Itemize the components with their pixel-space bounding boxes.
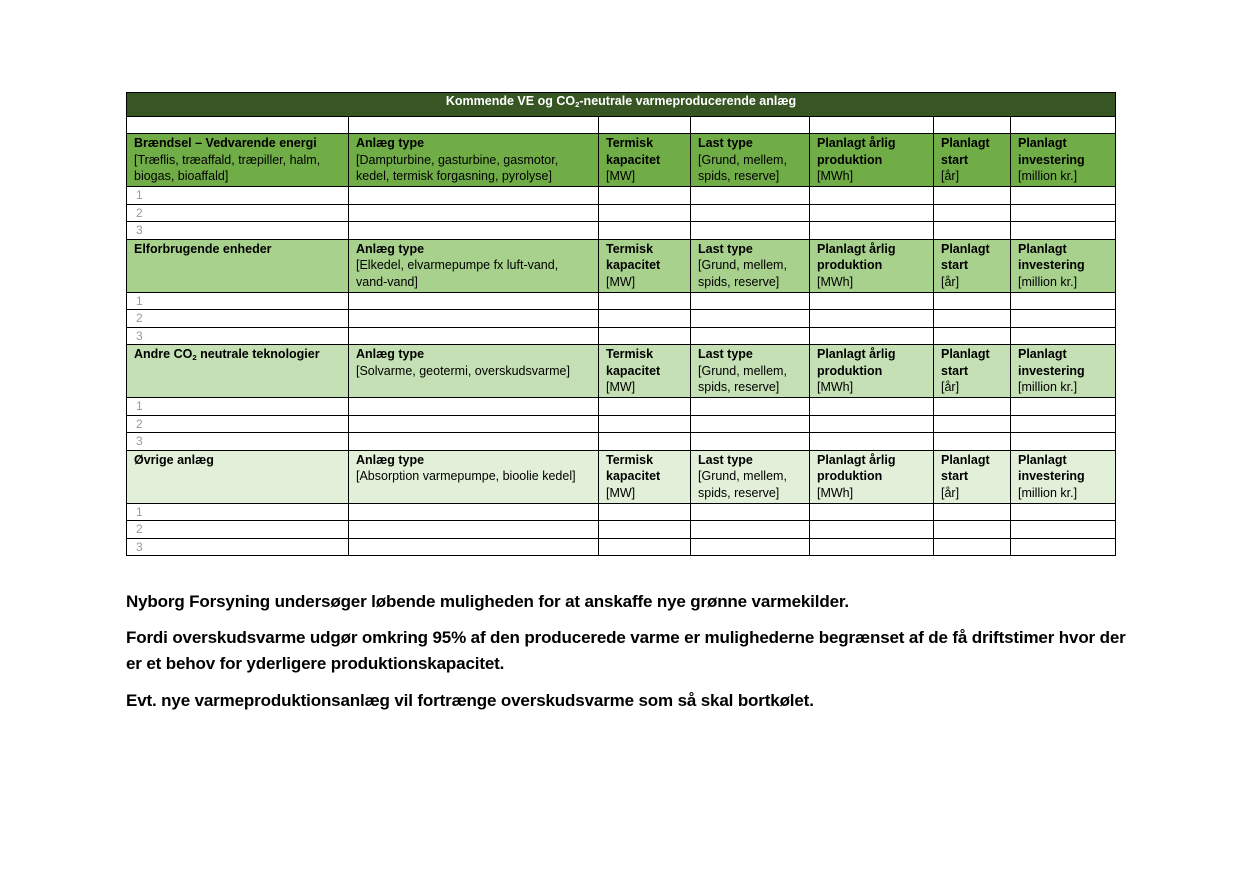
col-investment-text: investering: [1018, 152, 1085, 167]
col-start-text: start: [941, 469, 969, 483]
section-title-suffix: neutrale teknologier: [196, 347, 320, 361]
empty-cell[interactable]: [349, 538, 599, 556]
row-number: 1: [136, 399, 143, 413]
col-termisk-text: kapacitet: [606, 469, 661, 483]
row-number: 2: [136, 205, 143, 220]
section-title-text: Elforbrugende enheder: [134, 241, 272, 256]
col-start-text: [år]: [941, 485, 960, 500]
row-number-cell[interactable]: [127, 292, 349, 310]
row-number-cell[interactable]: [127, 327, 349, 345]
empty-cell[interactable]: [810, 538, 934, 556]
table-title: Kommende VE og $CO_2$-neutrale varmeproducerende anlæg: [127, 93, 1116, 117]
col-investment: [1011, 345, 1116, 398]
row-number-cell[interactable]: [127, 204, 349, 222]
empty-cell[interactable]: [691, 187, 810, 205]
col-termisk: [599, 134, 691, 187]
col-termisk: [599, 239, 691, 292]
empty-cell[interactable]: [599, 204, 691, 222]
section-title-cell: [127, 450, 349, 503]
col-last-type: [691, 345, 810, 398]
section-title: [134, 452, 341, 469]
empty-cell[interactable]: [934, 521, 1011, 539]
table-title-row: [127, 93, 1116, 117]
empty-cell[interactable]: [1011, 415, 1116, 433]
empty-cell[interactable]: [934, 503, 1011, 521]
empty-cell[interactable]: [810, 292, 934, 310]
col-termisk: [599, 450, 691, 503]
col-termisk-text: [MW]: [606, 169, 636, 183]
row-number: 1: [136, 293, 143, 308]
col-last-type: [691, 239, 810, 292]
section-title-text: Andre CO: [134, 347, 193, 361]
row-number: 1: [136, 188, 143, 202]
paragraph-2: Fordi overskudsvarme udgør omkring 95% af den producerede varme er mulighederne begrænset af de få driftstimer hvor der er et behov for yderligere produktionskapacitet.: [126, 628, 1126, 673]
anlaeg-type-title: Anlæg type: [356, 136, 425, 150]
empty-cell[interactable]: [810, 327, 934, 345]
empty-cell[interactable]: [349, 327, 599, 345]
row-number: 2: [136, 416, 143, 431]
empty-cell[interactable]: [810, 433, 934, 451]
empty-cell[interactable]: [599, 292, 691, 310]
col-production: [810, 345, 934, 398]
empty-cell[interactable]: [691, 292, 810, 310]
paragraph-1: Nyborg Forsyning undersøger løbende muligheden for at anskaffe nye grønne varmekilder.: [126, 592, 849, 611]
col-anlaeg-type: [349, 134, 599, 187]
col-termisk-text: Termisk: [606, 347, 654, 361]
empty-cell[interactable]: [349, 503, 599, 521]
col-investment-text: [million kr.]: [1018, 485, 1078, 500]
empty-cell[interactable]: [349, 415, 599, 433]
col-production-text: Planlagt årlig: [817, 241, 896, 256]
col-production-text: [MWh]: [817, 485, 854, 500]
col-start: [934, 134, 1011, 187]
empty-cell[interactable]: [1011, 327, 1116, 345]
empty-cell[interactable]: [934, 433, 1011, 451]
col-investment-text: investering: [1018, 363, 1085, 378]
empty-cell[interactable]: [934, 538, 1011, 556]
section-title-text: Øvrige anlæg: [134, 452, 214, 467]
col-investment-text: investering: [1018, 258, 1085, 272]
col-last-type-text: Last type: [698, 452, 753, 467]
col-termisk-text: Termisk: [606, 452, 654, 467]
empty-cell[interactable]: [1011, 310, 1116, 328]
empty-cell[interactable]: [810, 204, 934, 222]
section-title: [134, 346, 341, 363]
table-row: [127, 310, 1116, 328]
table-row: [127, 204, 1116, 222]
table-row: [127, 521, 1116, 539]
col-production-text: produktion: [817, 152, 883, 167]
empty-cell[interactable]: [1011, 222, 1116, 240]
empty-cell[interactable]: [349, 292, 599, 310]
empty-cell[interactable]: [349, 187, 599, 205]
empty-cell[interactable]: [599, 310, 691, 328]
empty-cell[interactable]: [691, 503, 810, 521]
section-title: [134, 135, 341, 152]
section-header-row: [127, 134, 1116, 187]
col-last-type-text: [Grund, mellem, spids, reserve]: [698, 363, 787, 394]
col-last-type-text: [Grund, mellem, spids, reserve]: [698, 152, 787, 183]
col-termisk-text: kapacitet: [606, 363, 661, 378]
table-row: [127, 187, 1116, 205]
col-production: [810, 450, 934, 503]
table-row: [127, 292, 1116, 310]
col-investment-text: [million kr.]: [1018, 274, 1078, 289]
empty-cell[interactable]: [810, 398, 934, 416]
col-termisk: [599, 345, 691, 398]
col-start-text: Planlagt: [941, 136, 990, 150]
empty-cell[interactable]: [934, 310, 1011, 328]
plant-table: [126, 92, 1116, 556]
col-anlaeg-type: [349, 239, 599, 292]
row-number: 1: [136, 504, 143, 519]
col-termisk-text: Termisk: [606, 241, 654, 256]
empty-cell[interactable]: [934, 204, 1011, 222]
col-start-text: start: [941, 258, 969, 272]
col-production-text: [MWh]: [817, 380, 854, 394]
table-row: [127, 503, 1116, 521]
col-start-text: Planlagt: [941, 452, 990, 467]
empty-cell[interactable]: [349, 433, 599, 451]
empty-cell[interactable]: [599, 538, 691, 556]
empty-cell[interactable]: [349, 222, 599, 240]
col-production-text: produktion: [817, 469, 883, 483]
empty-cell[interactable]: [691, 222, 810, 240]
anlaeg-type-title: Anlæg type: [356, 241, 425, 256]
col-start: [934, 450, 1011, 503]
row-number-cell[interactable]: [127, 538, 349, 556]
anlaeg-type-title: Anlæg type: [356, 347, 425, 361]
col-last-type-text: [Grund, mellem, spids, reserve]: [698, 469, 787, 500]
col-start-text: start: [941, 152, 969, 167]
empty-cell[interactable]: [691, 433, 810, 451]
row-number: 2: [136, 311, 143, 325]
empty-cell[interactable]: [599, 433, 691, 451]
col-production-text: [MWh]: [817, 274, 854, 289]
empty-cell[interactable]: [810, 187, 934, 205]
col-investment-text: Planlagt: [1018, 347, 1067, 361]
col-production: [810, 239, 934, 292]
table-row: [127, 327, 1116, 345]
section-title-cell: [127, 239, 349, 292]
col-last-type: [691, 450, 810, 503]
col-investment-text: Planlagt: [1018, 452, 1067, 467]
anlaeg-type-description: [Dampturbine, gasturbine, gasmotor, kedel, termisk forgasning, pyrolyse]: [356, 152, 559, 183]
empty-cell[interactable]: [934, 398, 1011, 416]
empty-cell[interactable]: [599, 222, 691, 240]
anlaeg-type-title: Anlæg type: [356, 452, 425, 467]
col-start: [934, 239, 1011, 292]
empty-cell[interactable]: [691, 415, 810, 433]
col-investment-text: [million kr.]: [1018, 169, 1078, 183]
row-number-cell[interactable]: [127, 187, 349, 205]
empty-cell[interactable]: [1011, 538, 1116, 556]
col-production-text: Planlagt årlig: [817, 347, 896, 361]
row-number-cell[interactable]: [127, 503, 349, 521]
section-description: [Træflis, træaffald, træpiller, halm, biogas, bioaffald]: [134, 152, 321, 183]
col-start-text: start: [941, 363, 969, 378]
section-title-cell: [127, 345, 349, 398]
row-number: 3: [136, 223, 143, 237]
empty-cell[interactable]: [810, 503, 934, 521]
table-row: [127, 398, 1116, 416]
row-number-cell[interactable]: [127, 415, 349, 433]
col-start: [934, 345, 1011, 398]
col-last-type-text: Last type: [698, 136, 753, 150]
empty-cell[interactable]: [934, 292, 1011, 310]
row-number-cell[interactable]: [127, 433, 349, 451]
table-row: [127, 415, 1116, 433]
col-termisk-text: Termisk: [606, 136, 654, 150]
col-start-text: [år]: [941, 380, 960, 394]
empty-cell[interactable]: [1011, 187, 1116, 205]
row-number: 3: [136, 434, 143, 448]
empty-cell[interactable]: [1011, 204, 1116, 222]
empty-cell[interactable]: [599, 503, 691, 521]
empty-cell[interactable]: [691, 204, 810, 222]
empty-cell[interactable]: [691, 398, 810, 416]
empty-cell[interactable]: [934, 327, 1011, 345]
paragraph-3: Evt. nye varmeproduktionsanlæg vil fortrænge overskudsvarme som så skal bortkølet.: [126, 691, 814, 710]
row-number-cell[interactable]: [127, 310, 349, 328]
col-last-type-text: Last type: [698, 347, 753, 361]
row-number-cell[interactable]: [127, 521, 349, 539]
col-termisk-text: kapacitet: [606, 258, 661, 272]
col-termisk-text: [MW]: [606, 380, 636, 394]
empty-cell[interactable]: [934, 415, 1011, 433]
empty-cell[interactable]: [1011, 433, 1116, 451]
table-row: [127, 222, 1116, 240]
section-header-row: [127, 345, 1116, 398]
row-number: 2: [136, 522, 143, 536]
empty-cell[interactable]: [599, 398, 691, 416]
col-production-text: Planlagt årlig: [817, 452, 896, 467]
empty-cell[interactable]: [934, 187, 1011, 205]
col-start-text: [år]: [941, 274, 960, 289]
anlaeg-type-description: [Absorption varmepumpe, bioolie kedel]: [356, 469, 576, 483]
empty-cell[interactable]: [599, 327, 691, 345]
section-title-subscript: 2: [192, 352, 197, 362]
empty-cell[interactable]: [810, 310, 934, 328]
col-production-text: Planlagt årlig: [817, 136, 896, 150]
table-row: [127, 538, 1116, 556]
col-investment-text: [million kr.]: [1018, 380, 1078, 394]
spacer-row: [127, 117, 1116, 134]
empty-cell[interactable]: [934, 222, 1011, 240]
empty-cell[interactable]: [1011, 503, 1116, 521]
empty-cell[interactable]: [810, 415, 934, 433]
empty-cell[interactable]: [349, 398, 599, 416]
section-title: [134, 241, 341, 258]
section-title-cell: [127, 134, 349, 187]
empty-cell[interactable]: [691, 521, 810, 539]
empty-cell[interactable]: [599, 187, 691, 205]
empty-cell[interactable]: [1011, 398, 1116, 416]
col-production-text: [MWh]: [817, 169, 854, 183]
section-header-row: [127, 239, 1116, 292]
row-number: 3: [136, 539, 143, 554]
col-production-text: produktion: [817, 258, 883, 272]
col-last-type-text: [Grund, mellem, spids, reserve]: [698, 258, 787, 289]
col-production: [810, 134, 934, 187]
col-anlaeg-type: [349, 450, 599, 503]
empty-cell[interactable]: [599, 521, 691, 539]
empty-cell[interactable]: [1011, 521, 1116, 539]
col-investment-text: Planlagt: [1018, 136, 1067, 150]
plant-table-wrapper: [126, 92, 1115, 556]
empty-cell[interactable]: [691, 310, 810, 328]
empty-cell[interactable]: [691, 327, 810, 345]
col-termisk-text: [MW]: [606, 485, 636, 500]
col-last-type: [691, 134, 810, 187]
anlaeg-type-description: [Solvarme, geotermi, overskudsvarme]: [356, 363, 570, 378]
empty-cell[interactable]: [349, 521, 599, 539]
col-investment: [1011, 239, 1116, 292]
col-start-text: Planlagt: [941, 241, 990, 256]
col-termisk-text: [MW]: [606, 274, 636, 289]
col-production-text: produktion: [817, 363, 883, 378]
col-investment: [1011, 134, 1116, 187]
col-start-text: Planlagt: [941, 347, 990, 361]
empty-cell[interactable]: [810, 521, 934, 539]
section-title-text: Brændsel – Vedvarende energi: [134, 136, 317, 150]
col-termisk-text: kapacitet: [606, 152, 661, 167]
row-number-cell[interactable]: [127, 398, 349, 416]
col-last-type-text: Last type: [698, 241, 753, 256]
col-anlaeg-type: [349, 345, 599, 398]
row-number: 3: [136, 328, 143, 343]
col-investment-text: Planlagt: [1018, 241, 1067, 256]
empty-cell[interactable]: [599, 415, 691, 433]
col-start-text: [år]: [941, 169, 960, 183]
col-investment: [1011, 450, 1116, 503]
row-number-cell[interactable]: [127, 222, 349, 240]
empty-cell[interactable]: [349, 204, 599, 222]
empty-cell[interactable]: [810, 222, 934, 240]
empty-cell[interactable]: [349, 310, 599, 328]
anlaeg-type-description: [Elkedel, elvarmepumpe fx luft-vand, vand-vand]: [356, 258, 559, 289]
col-investment-text: investering: [1018, 469, 1085, 483]
empty-cell[interactable]: [1011, 292, 1116, 310]
section-header-row: [127, 450, 1116, 503]
empty-cell[interactable]: [691, 538, 810, 556]
table-row: [127, 433, 1116, 451]
